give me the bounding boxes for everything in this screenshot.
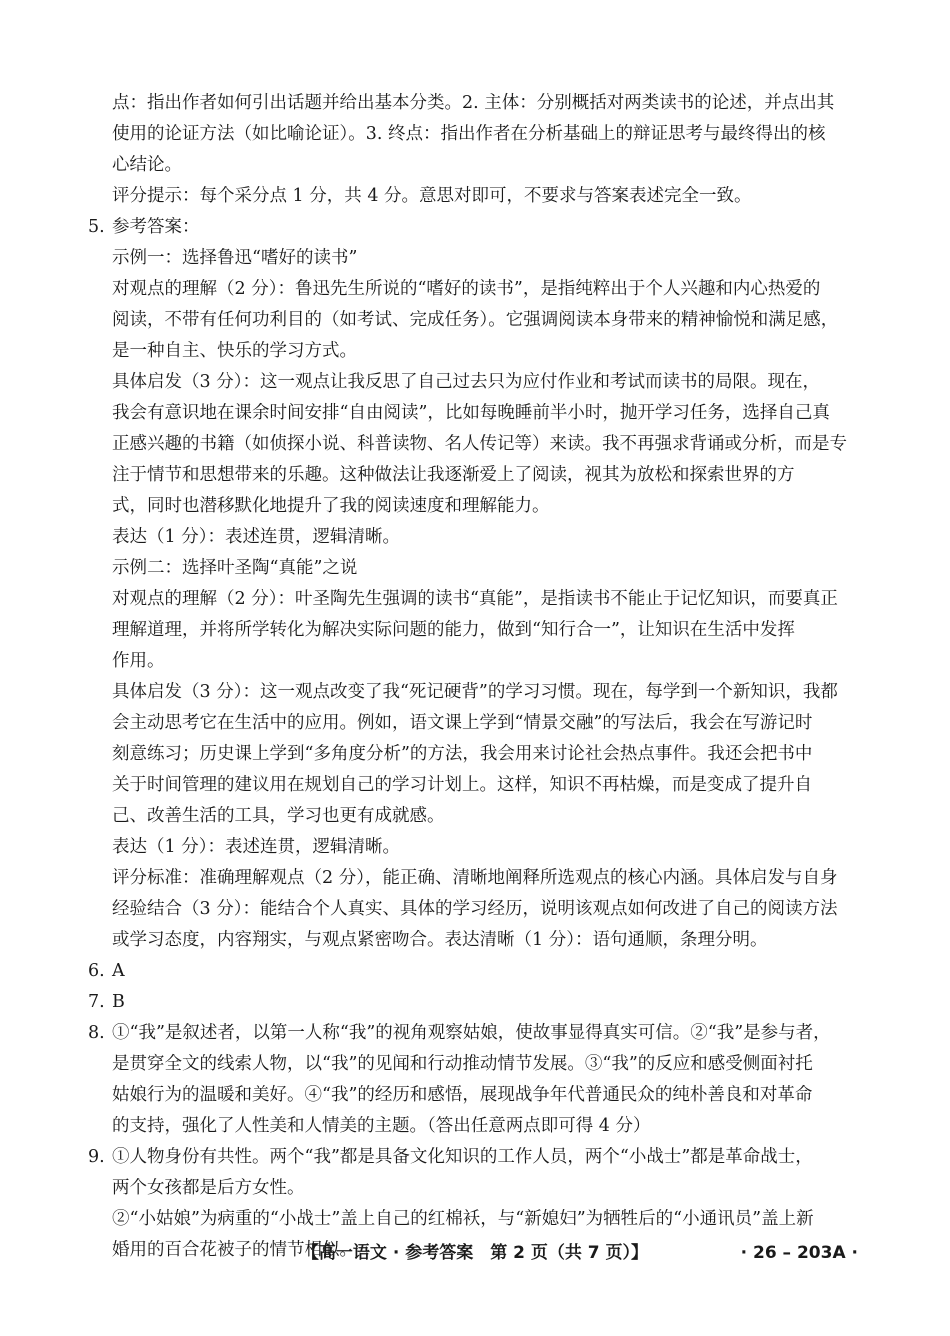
text-line: 表达（1 分）：表述连贯，逻辑清晰。 [112, 837, 400, 857]
text-line: 注于情节和思想带来的乐趣。这种做法让我逐渐爱上了阅读，视其为放松和探索世界的方 [112, 465, 795, 485]
text-line: 阅读，不带有任何功利目的（如考试、完成任务）。它强调阅读本身带来的精神愉悦和满足感， [112, 310, 839, 330]
text-line: 是一种自主、快乐的学习方式。 [112, 341, 357, 361]
text-line: 评分标准：准确理解观点（2 分），能正确、清晰地阐释所选观点的核心内涵。具体启发与自身 [112, 868, 838, 888]
footer-page-info: 【高一语文 · 参考答案 第 2 页（共 7 页）】 [301, 1243, 649, 1263]
footer-code: · 26 – 203A · [740, 1243, 858, 1263]
text-line: 关于时间管理的建议用在规划自己的学习计划上。这样，知识不再枯燥，而是变成了提升自 [112, 775, 812, 795]
question-number: 6. [88, 961, 105, 981]
question-7 [88, 987, 870, 1018]
text-line: 作用。 [112, 651, 165, 671]
text-line: 点：指出作者如何引出话题并给出基本分类。2. 主体：分别概括对两类读书的论述，并点出其 [112, 93, 835, 113]
text-line: 婚用的百合花被子的情节相似。 [112, 1240, 357, 1260]
text-line: 表达（1 分）：表述连贯，逻辑清晰。 [112, 527, 400, 547]
text-line: 心结论。 [112, 155, 182, 175]
text-line: 具体启发（3 分）：这一观点让我反思了自己过去只为应付作业和考试而读书的局限。现在， [112, 372, 820, 392]
answer-text: A [112, 961, 125, 981]
question-6 [88, 956, 870, 987]
page-footer [0, 1238, 950, 1268]
text-line: 己、改善生活的工具，学习也更有成就感。 [112, 806, 445, 826]
text-line: 的支持，强化了人性美和人情美的主题。（答出任意两点即可得 4 分） [112, 1116, 651, 1136]
text-line: 姑娘行为的温暖和美好。④“我”的经历和感悟，展现战争年代普通民众的纯朴善良和对革命 [112, 1085, 813, 1105]
question-number: 8. [88, 1023, 105, 1043]
text-line: 式，同时也潜移默化地提升了我的阅读速度和理解能力。 [112, 496, 550, 516]
answer-text: B [112, 992, 125, 1012]
text-line: 经验结合（3 分）：能结合个人真实、具体的学习经历，说明该观点如何改进了自己的阅读方法 [112, 899, 838, 919]
text-line: 对观点的理解（2 分）：叶圣陶先生强调的读书“真能”，是指读书不能止于记忆知识，而要真正 [112, 589, 838, 609]
text-line: ②“小姑娘”为病重的“小战士”盖上自己的红棉袄，与“新媳妇”为牺牲后的“小通讯员”盖上新 [112, 1209, 814, 1229]
question-5-header [88, 212, 870, 243]
text-line: 示例二：选择叶圣陶“真能”之说 [112, 558, 358, 578]
text-line: ①人物身份有共性。两个“我”都是具备文化知识的工作人员，两个“小战士”都是革命战士， [112, 1147, 813, 1167]
text-line: 是贯穿全文的线索人物，以“我”的见闻和行动推动情节发展。③“我”的反应和感受侧面衬托 [112, 1054, 813, 1074]
text-line: 理解道理，并将所学转化为解决实际问题的能力，做到“知行合一”，让知识在生活中发挥 [112, 620, 795, 640]
question-number: 9. [88, 1147, 105, 1167]
text-line: 具体启发（3 分）：这一观点改变了我“死记硬背”的学习习惯。现在，每学到一个新知识，我都 [112, 682, 838, 702]
text-line: 会主动思考它在生活中的应用。例如，语文课上学到“情景交融”的写法后，我会在写游记时 [112, 713, 813, 733]
text-line: ①“我”是叙述者，以第一人称“我”的视角观察姑娘，使故事显得真实可信。②“我”是参与者， [112, 1023, 831, 1043]
text-line: 对观点的理解（2 分）：鲁迅先生所说的“嗜好的读书”，是指纯粹出于个人兴趣和内心热爱的 [112, 279, 821, 299]
text-line: 我会有意识地在课余时间安排“自由阅读”，比如每晚睡前半小时，抛开学习任务，选择自己真 [112, 403, 830, 423]
question-number: 5. [88, 217, 105, 237]
question-number: 7. [88, 992, 105, 1012]
question-8-header [88, 1018, 870, 1049]
text-line: 示例一：选择鲁迅“嗜好的读书” [112, 248, 358, 268]
text-line: 两个女孩都是后方女性。 [112, 1178, 305, 1198]
question-9-header [88, 1142, 870, 1173]
text-line: 评分提示：每个采分点 1 分，共 4 分。意思对即可，不要求与答案表述完全一致。 [112, 186, 752, 206]
text-line: 参考答案： [112, 217, 200, 237]
page-content [88, 88, 870, 1266]
text-line: 使用的论证方法（如比喻论证）。3. 终点：指出作者在分析基础上的辩证思考与最终得出的核 [112, 124, 826, 144]
text-line: 刻意练习；历史课上学到“多角度分析”的方法，我会用来讨论社会热点事件。我还会把书中 [112, 744, 813, 764]
text-line: 正感兴趣的书籍（如侦探小说、科普读物、名人传记等）来读。我不再强求背诵或分析，而是专 [112, 434, 847, 454]
text-line: 或学习态度，内容翔实，与观点紧密吻合。表达清晰（1 分）：语句通顺，条理分明。 [112, 930, 768, 950]
